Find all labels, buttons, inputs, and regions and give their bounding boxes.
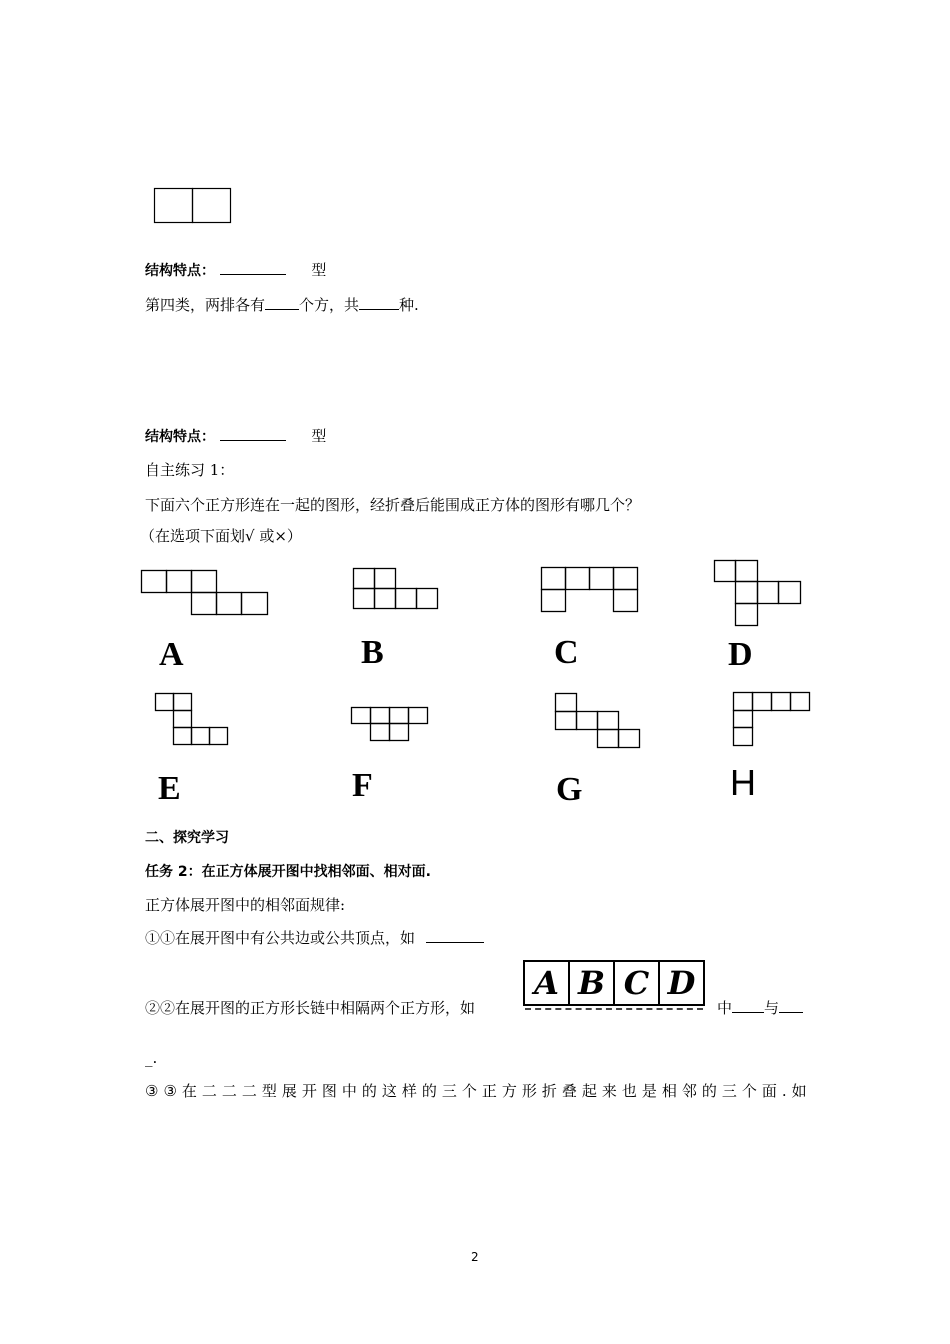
rule-3-char: 展 (281, 1082, 297, 1100)
net-d (714, 560, 804, 630)
rule-3-char: 开 (301, 1082, 317, 1100)
rule-3-char: 折 (541, 1082, 557, 1100)
category4-text-a: 第四类，两排各有 (145, 296, 266, 314)
rule-3-char: 型 (261, 1082, 277, 1100)
rule-1-text: ①①在展开图中有公共边或公共顶点，如 (145, 929, 416, 947)
abcd-cell-a: A (525, 962, 570, 1004)
rule-3-char: 二 (221, 1082, 237, 1100)
abcd-strip-figure (523, 960, 705, 1006)
rule-3-char: 的 (361, 1082, 377, 1100)
rule-3-char: 是 (641, 1082, 657, 1100)
net-a (141, 570, 271, 618)
structure-label-2: 结构特点： (145, 429, 215, 445)
rule-3-char: 如 (791, 1082, 807, 1100)
explore-heading: 二、探究学习 (145, 830, 229, 846)
option-label-g[interactable]: G (556, 771, 583, 808)
abcd-cell-d: D (667, 964, 696, 1002)
rule-3-char: ③ (163, 1082, 177, 1100)
abcd-cell-c: C (615, 962, 660, 1004)
category4-blank-1[interactable] (265, 295, 299, 310)
rule-3-char: 的 (701, 1082, 717, 1100)
rule-2-tail (717, 998, 803, 1018)
rule-3-char: ③ (145, 1082, 159, 1100)
rule-2-blank-1[interactable] (732, 998, 764, 1013)
rule-3-char: 来 (601, 1082, 617, 1100)
rule-3-char: 图 (321, 1082, 337, 1100)
rule-3-char: 这 (381, 1082, 397, 1100)
option-label-h[interactable]: H (730, 762, 756, 803)
rule-2-zhong: 中 (717, 999, 733, 1017)
structure-line-2 (145, 426, 326, 447)
rule-3-char: 叠 (561, 1082, 577, 1100)
practice-title: 自主练习 1： (145, 461, 235, 479)
structure-suffix-2: 型 (311, 427, 327, 445)
explore-task: 任务 2：在正方体展开图中找相邻面、相对面. (145, 864, 431, 880)
option-label-b[interactable]: B (361, 634, 384, 671)
rule-3-char: 二 (241, 1082, 257, 1100)
structure-line-1 (145, 260, 326, 281)
rule-1-blank[interactable] (426, 928, 484, 943)
option-label-d[interactable]: D (728, 636, 753, 673)
page-number: 2 (471, 1250, 479, 1264)
rule-3-char: 在 (181, 1082, 197, 1100)
rule-3-char: 方 (501, 1082, 517, 1100)
two-square-figure (154, 188, 232, 224)
rule-2-yu: 与 (764, 999, 780, 1017)
rule-3-line (145, 1081, 807, 1101)
rule-2-text: ②②在展开图的正方形长链中相隔两个正方形，如 (145, 999, 476, 1017)
option-label-f[interactable]: F (352, 767, 373, 804)
rule-2-end: _. (145, 1049, 158, 1067)
option-label-e[interactable]: E (158, 770, 181, 807)
structure-blank[interactable] (220, 260, 286, 275)
rule-2-blank-2[interactable] (779, 998, 803, 1013)
category4-text-b: 个方，共 (299, 296, 360, 314)
rule-3-char: . (781, 1082, 787, 1100)
rule-3-char: 的 (421, 1082, 437, 1100)
net-h (733, 692, 813, 750)
rule-3-char: 形 (521, 1082, 537, 1100)
rule-1-line (145, 928, 484, 948)
rule-3-char: 也 (621, 1082, 637, 1100)
rule-title: 正方体展开图中的相邻面规律: (145, 896, 346, 914)
rule-3-text (145, 1081, 807, 1101)
option-label-c[interactable]: C (554, 634, 579, 671)
rule-3-char: 邻 (681, 1082, 697, 1100)
rule-3-char: 个 (461, 1082, 477, 1100)
rule-3-char: 样 (401, 1082, 417, 1100)
rule-3-char: 三 (721, 1082, 737, 1100)
abcd-strip-underline (525, 1008, 703, 1010)
structure-label: 结构特点： (145, 263, 215, 279)
structure-blank-2[interactable] (220, 426, 286, 441)
rule-3-char: 面 (761, 1082, 777, 1100)
rule-2-line (145, 998, 475, 1018)
rule-3-char: 三 (441, 1082, 457, 1100)
net-g (555, 693, 643, 751)
practice-instruction: （在选项下面划√ 或×） (140, 527, 302, 545)
structure-suffix: 型 (311, 261, 327, 279)
net-e (155, 693, 233, 747)
practice-question: 下面六个正方形连在一起的图形，经折叠后能围成正方体的图形有哪几个？ (145, 496, 641, 514)
rule-3-char: 相 (661, 1082, 677, 1100)
rule-3-char: 个 (741, 1082, 757, 1100)
net-f (351, 707, 431, 743)
net-c (541, 567, 641, 617)
category4-text-c: 种. (399, 296, 419, 314)
abcd-cell-b: B (570, 962, 615, 1004)
rule-3-char: 起 (581, 1082, 597, 1100)
net-b (353, 568, 441, 612)
rule-3-char: 二 (201, 1082, 217, 1100)
category4-blank-2[interactable] (359, 295, 399, 310)
category4-line (145, 295, 419, 315)
rule-3-char: 正 (481, 1082, 497, 1100)
rule-3-char: 中 (341, 1082, 357, 1100)
option-label-a[interactable]: A (159, 636, 184, 673)
